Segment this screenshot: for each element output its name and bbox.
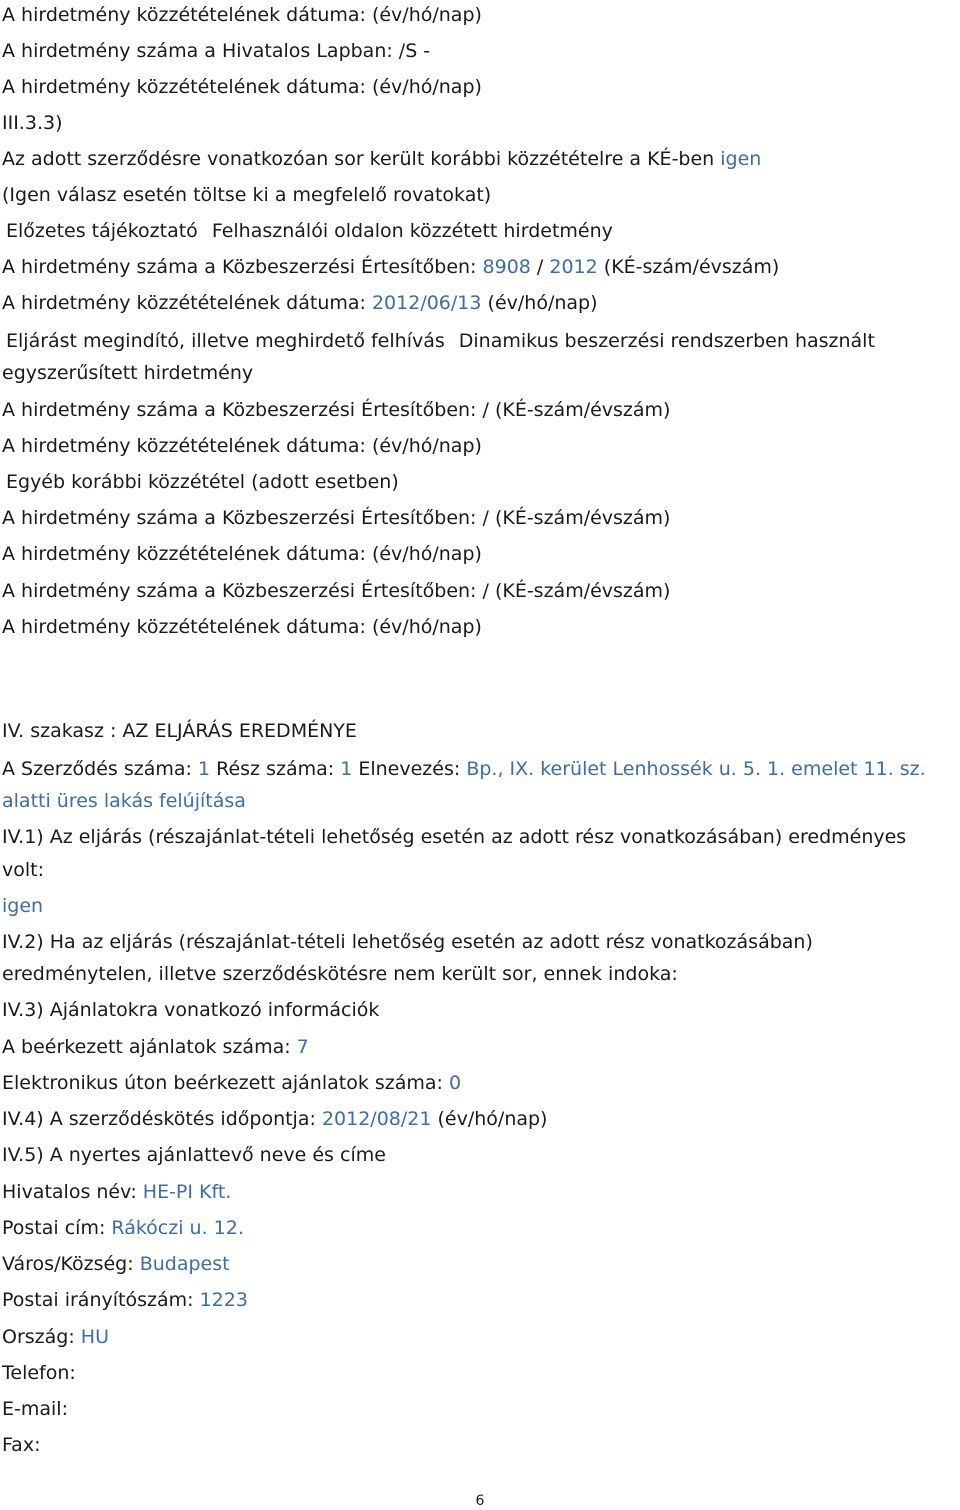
- notice-number-line: [2, 506, 670, 530]
- label: A hirdetmény száma a Közbeszerzési Értesítőben: / (KÉ-szám/évszám): [2, 580, 671, 602]
- label: egyszerűsített hirdetmény: [2, 362, 254, 384]
- prior-publication-line: [2, 147, 761, 171]
- label: Város/Község:: [2, 1253, 134, 1275]
- contract-date-line: [2, 1107, 547, 1131]
- label: A hirdetmény száma a Hivatalos Lapban: /S -: [2, 40, 431, 62]
- result-question-continuation: [2, 858, 44, 882]
- instruction-line: [2, 183, 491, 207]
- section-heading: [2, 1143, 386, 1167]
- oj-number-line: [2, 39, 430, 63]
- notice-date-line: [2, 434, 482, 458]
- label: Eljárást megindító, illetve meghirdető felhívás: [6, 330, 445, 352]
- label: Fax:: [2, 1434, 41, 1456]
- value: 1: [340, 758, 353, 780]
- value: 7: [296, 1036, 309, 1058]
- value: 1223: [199, 1289, 248, 1311]
- label: A hirdetmény közzétételének dátuma: (év/hó/nap): [2, 4, 482, 26]
- label: Előzetes tájékoztató: [6, 220, 198, 242]
- contract-line: [2, 757, 926, 781]
- label: (Igen válasz esetén töltse ki a megfelelő rovatokat): [2, 184, 492, 206]
- date-line: [2, 3, 482, 27]
- value: Bp., IX. kerület Lenhossék u. 5. 1. emelet 11. sz.: [466, 758, 926, 780]
- label: A hirdetmény közzétételének dátuma: (év/hó/nap): [2, 435, 482, 457]
- label: (KÉ-szám/évszám): [603, 256, 780, 278]
- label: Elektronikus úton beérkezett ajánlatok száma:: [2, 1072, 443, 1094]
- other-publication-line: [6, 470, 399, 494]
- label: IV.4) A szerződéskötés időpontja:: [2, 1108, 316, 1130]
- label: Ország:: [2, 1326, 75, 1348]
- result-question: [2, 825, 906, 849]
- postal-address-line: [2, 1216, 244, 1240]
- label: eredménytelen, illetve szerződéskötésre nem került sor, ennek indoka:: [2, 963, 678, 985]
- label: Elnevezés:: [358, 758, 461, 780]
- label: A Szerződés száma:: [2, 758, 192, 780]
- label: A beérkezett ajánlatok száma:: [2, 1036, 291, 1058]
- section-heading: [2, 998, 379, 1022]
- label: Egyéb korábbi közzététel (adott esetben): [6, 471, 399, 493]
- notice-type-continuation: [2, 361, 253, 385]
- value: HU: [80, 1326, 109, 1348]
- value: 8908: [482, 256, 531, 278]
- label: Telefon:: [2, 1362, 76, 1384]
- value: Budapest: [139, 1253, 230, 1275]
- contract-name-continuation: [2, 789, 246, 813]
- page-number: 6: [475, 1493, 485, 1509]
- label: (év/hó/nap): [487, 292, 598, 314]
- label: IV.5) A nyertes ajánlattevő neve és címe: [2, 1144, 386, 1166]
- failure-question: [2, 930, 813, 954]
- label: Postai cím:: [2, 1217, 106, 1239]
- notice-number-line: [2, 579, 670, 603]
- official-name-line: [2, 1180, 231, 1204]
- value: Rákóczi u. 12.: [111, 1217, 244, 1239]
- section-heading: [2, 719, 357, 743]
- notice-type-line: [6, 219, 613, 243]
- label: Felhasználói oldalon közzétett hirdetmény: [211, 220, 613, 242]
- label: A hirdetmény száma a Közbeszerzési Értesítőben: / (KÉ-szám/évszám): [2, 399, 671, 421]
- notice-date-line: [2, 542, 482, 566]
- label: E-mail:: [2, 1398, 68, 1420]
- country-line: [2, 1325, 109, 1349]
- value: igen: [720, 148, 762, 170]
- value: 2012/08/21: [321, 1108, 432, 1130]
- label: A hirdetmény száma a Közbeszerzési Értesítőben: / (KÉ-szám/évszám): [2, 507, 671, 529]
- label: A hirdetmény közzétételének dátuma: (év/hó/nap): [2, 543, 482, 565]
- value: 0: [449, 1072, 462, 1094]
- phone-line: [2, 1361, 76, 1385]
- value: igen: [2, 895, 44, 917]
- tenders-received-line: [2, 1035, 309, 1059]
- label: Dinamikus beszerzési rendszerben használt: [458, 330, 875, 352]
- label: IV. szakasz : AZ ELJÁRÁS EREDMÉNYE: [2, 720, 357, 742]
- fax-line: [2, 1433, 40, 1457]
- date-line: [2, 75, 482, 99]
- label: A hirdetmény száma a Közbeszerzési Értesítőben:: [2, 256, 477, 278]
- label: Az adott szerződésre vonatkozóan sor került korábbi közzétételre a KÉ-ben: [2, 148, 715, 170]
- notice-number-line: [2, 398, 670, 422]
- label: IV.3) Ajánlatokra vonatkozó információk: [2, 999, 380, 1021]
- label: IV.1) Az eljárás (részajánlat-tételi lehetőség esetén az adott rész vonatkozásában) eredményes: [2, 826, 907, 848]
- notice-date-line: [2, 615, 482, 639]
- result-answer: [2, 894, 43, 918]
- label: Hivatalos név:: [2, 1181, 137, 1203]
- value: 2012: [549, 256, 598, 278]
- section-heading: [2, 111, 62, 135]
- notice-number-line: [2, 255, 779, 279]
- label: Postai irányítószám:: [2, 1289, 194, 1311]
- label: III.3.3): [2, 112, 63, 134]
- value: 2012/06/13: [371, 292, 482, 314]
- email-line: [2, 1397, 68, 1421]
- value: alatti üres lakás felújítása: [2, 790, 246, 812]
- label: IV.2) Ha az eljárás (részajánlat-tételi lehetőség esetén az adott rész vonatkozásában): [2, 931, 813, 953]
- value: 1: [197, 758, 211, 780]
- label: volt:: [2, 859, 44, 881]
- value: HE-PI Kft.: [142, 1181, 232, 1203]
- label: A hirdetmény közzétételének dátuma: (év/hó/nap): [2, 76, 482, 98]
- label: A hirdetmény közzétételének dátuma: (év/hó/nap): [2, 616, 482, 638]
- failure-question-continuation: [2, 962, 678, 986]
- label: Rész száma:: [216, 758, 335, 780]
- notice-type-line: [6, 329, 875, 353]
- city-line: [2, 1252, 230, 1276]
- electronic-tenders-line: [2, 1071, 461, 1095]
- postcode-line: [2, 1288, 248, 1312]
- label: (év/hó/nap): [437, 1108, 548, 1130]
- notice-date-line: [2, 291, 598, 315]
- label: A hirdetmény közzétételének dátuma:: [2, 292, 366, 314]
- separator: /: [536, 256, 544, 278]
